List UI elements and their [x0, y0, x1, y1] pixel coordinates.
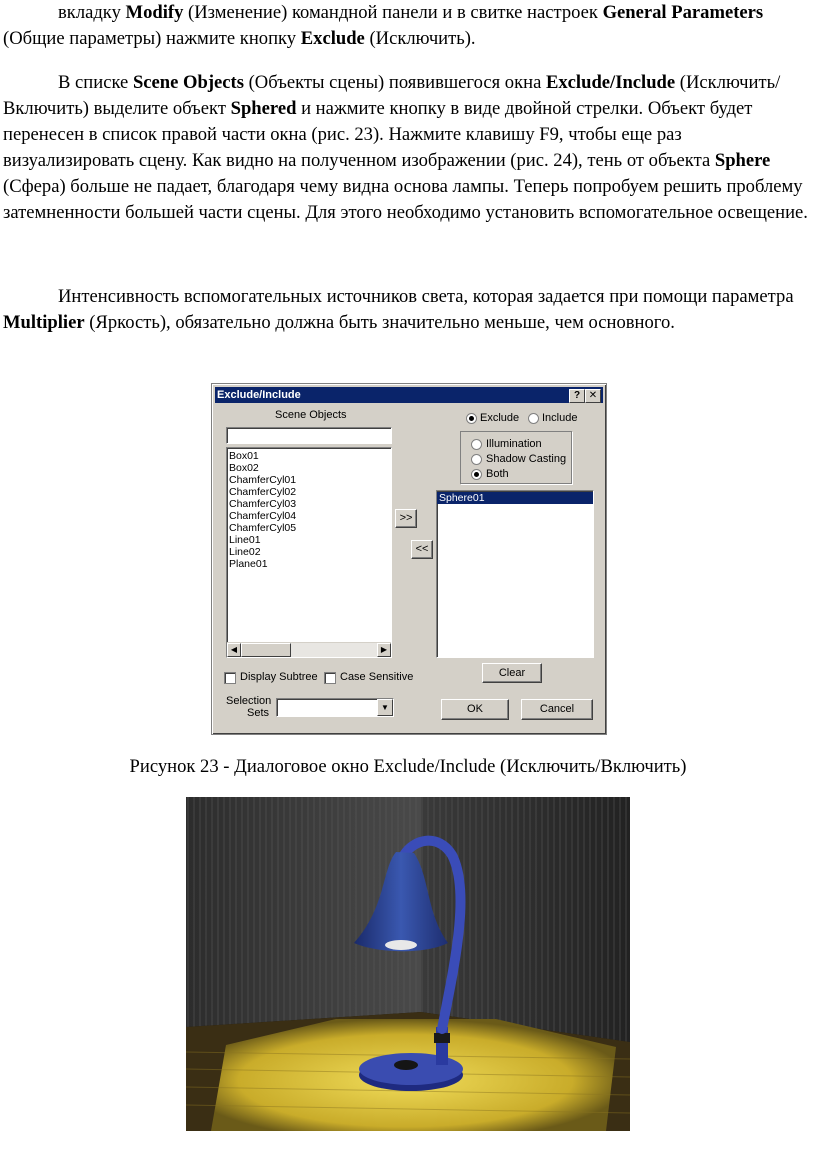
scene-object-item[interactable]: Box01 — [229, 450, 259, 462]
help-button[interactable]: ? — [569, 389, 585, 403]
close-button[interactable]: ✕ — [585, 389, 601, 403]
exclude-include-dialog — [211, 383, 607, 735]
shadow-casting-radio[interactable] — [471, 454, 482, 465]
lamp-render-image — [186, 797, 630, 1131]
figure-23-caption: Рисунок 23 - Диалоговое окно Exclude/Include (Исключить/Включить) — [129, 756, 687, 777]
exclude-label: Exclude — [480, 412, 520, 424]
scene-object-item[interactable]: ChamferCyl02 — [229, 486, 297, 498]
scroll-thumb[interactable] — [241, 643, 291, 657]
scene-object-item[interactable]: Line02 — [229, 546, 261, 558]
scroll-right-icon[interactable]: ▶ — [377, 643, 391, 657]
scene-object-item[interactable]: ChamferCyl04 — [229, 510, 297, 522]
chevron-down-icon[interactable]: ▼ — [377, 699, 393, 716]
include-label: Include — [542, 412, 578, 424]
scene-object-item[interactable]: ChamferCyl01 — [229, 474, 297, 486]
scene-object-item[interactable]: ChamferCyl05 — [229, 522, 297, 534]
scene-object-item[interactable]: Box02 — [229, 462, 259, 474]
move-right-button[interactable]: >> — [395, 509, 417, 528]
include-radio[interactable] — [528, 413, 539, 424]
both-label: Both — [486, 468, 509, 480]
illumination-label: Illumination — [486, 438, 542, 450]
illumination-radio[interactable] — [471, 439, 482, 450]
scene-objects-list[interactable] — [226, 447, 392, 658]
scene-objects-label: Scene Objects — [275, 409, 347, 421]
excluded-objects-list[interactable] — [436, 490, 594, 658]
paragraph-3: Интенсивность вспомогательных источников света, которая задается при помощи параметра Multiplier (Яркость), обязательно должна быть значительно меньше, чем основного. — [3, 286, 794, 333]
scroll-left-icon[interactable]: ◀ — [227, 643, 241, 657]
scene-object-item[interactable]: Plane01 — [229, 558, 268, 570]
display-subtree-label: Display Subtree — [240, 671, 318, 683]
exclude-radio[interactable] — [466, 413, 477, 424]
horizontal-scrollbar[interactable] — [227, 642, 391, 657]
shadow-casting-label: Shadow Casting — [486, 453, 567, 465]
ok-button[interactable]: OK — [441, 699, 509, 720]
selection-sets-dropdown[interactable] — [276, 698, 394, 717]
dialog-title: Exclude/Include — [217, 389, 301, 401]
scene-object-item[interactable]: ChamferCyl03 — [229, 498, 297, 510]
case-sensitive-label: Case Sensitive — [340, 671, 414, 683]
display-subtree-checkbox[interactable] — [224, 672, 236, 684]
both-radio[interactable] — [471, 469, 482, 480]
selection-sets-label-2: Sets — [247, 707, 270, 719]
excluded-object-item[interactable]: Sphere01 — [437, 492, 593, 504]
selection-sets-label-1: Selection — [226, 695, 272, 707]
scene-object-item[interactable]: Line01 — [229, 534, 261, 546]
paragraph-2: В списке Scene Objects (Объекты сцены) появившегося окна Exclude/Include (Исключить/Включить) выделите объект Sphered и нажмите кнопку в виде двойной стрелки. Объект будет перенесен в список правой части окна (рис. 23). Нажмите клавишу F9, чтобы еще раз визуализировать сцену. Как видно на полученном изображении (рис. 24), тень от объекта Sphere (Сфера) больше не падает, благодаря чему видна основа лампы. Теперь попробуем решить проблему затемненности большей части сцены. Для этого необходимо установить вспомогательное освещение. — [3, 72, 808, 223]
move-left-button[interactable]: << — [411, 540, 433, 559]
paragraph-1: вкладку Modify (Изменение) командной панели и в свитке настроек General Parameters (Общие параметры) нажмите кнопку Exclude (Исключить). — [3, 2, 764, 49]
clear-button[interactable]: Clear — [482, 663, 542, 683]
cancel-button[interactable]: Cancel — [521, 699, 593, 720]
scene-objects-filter-input[interactable] — [226, 427, 392, 444]
case-sensitive-checkbox[interactable] — [324, 672, 336, 684]
dialog-titlebar — [215, 387, 603, 403]
